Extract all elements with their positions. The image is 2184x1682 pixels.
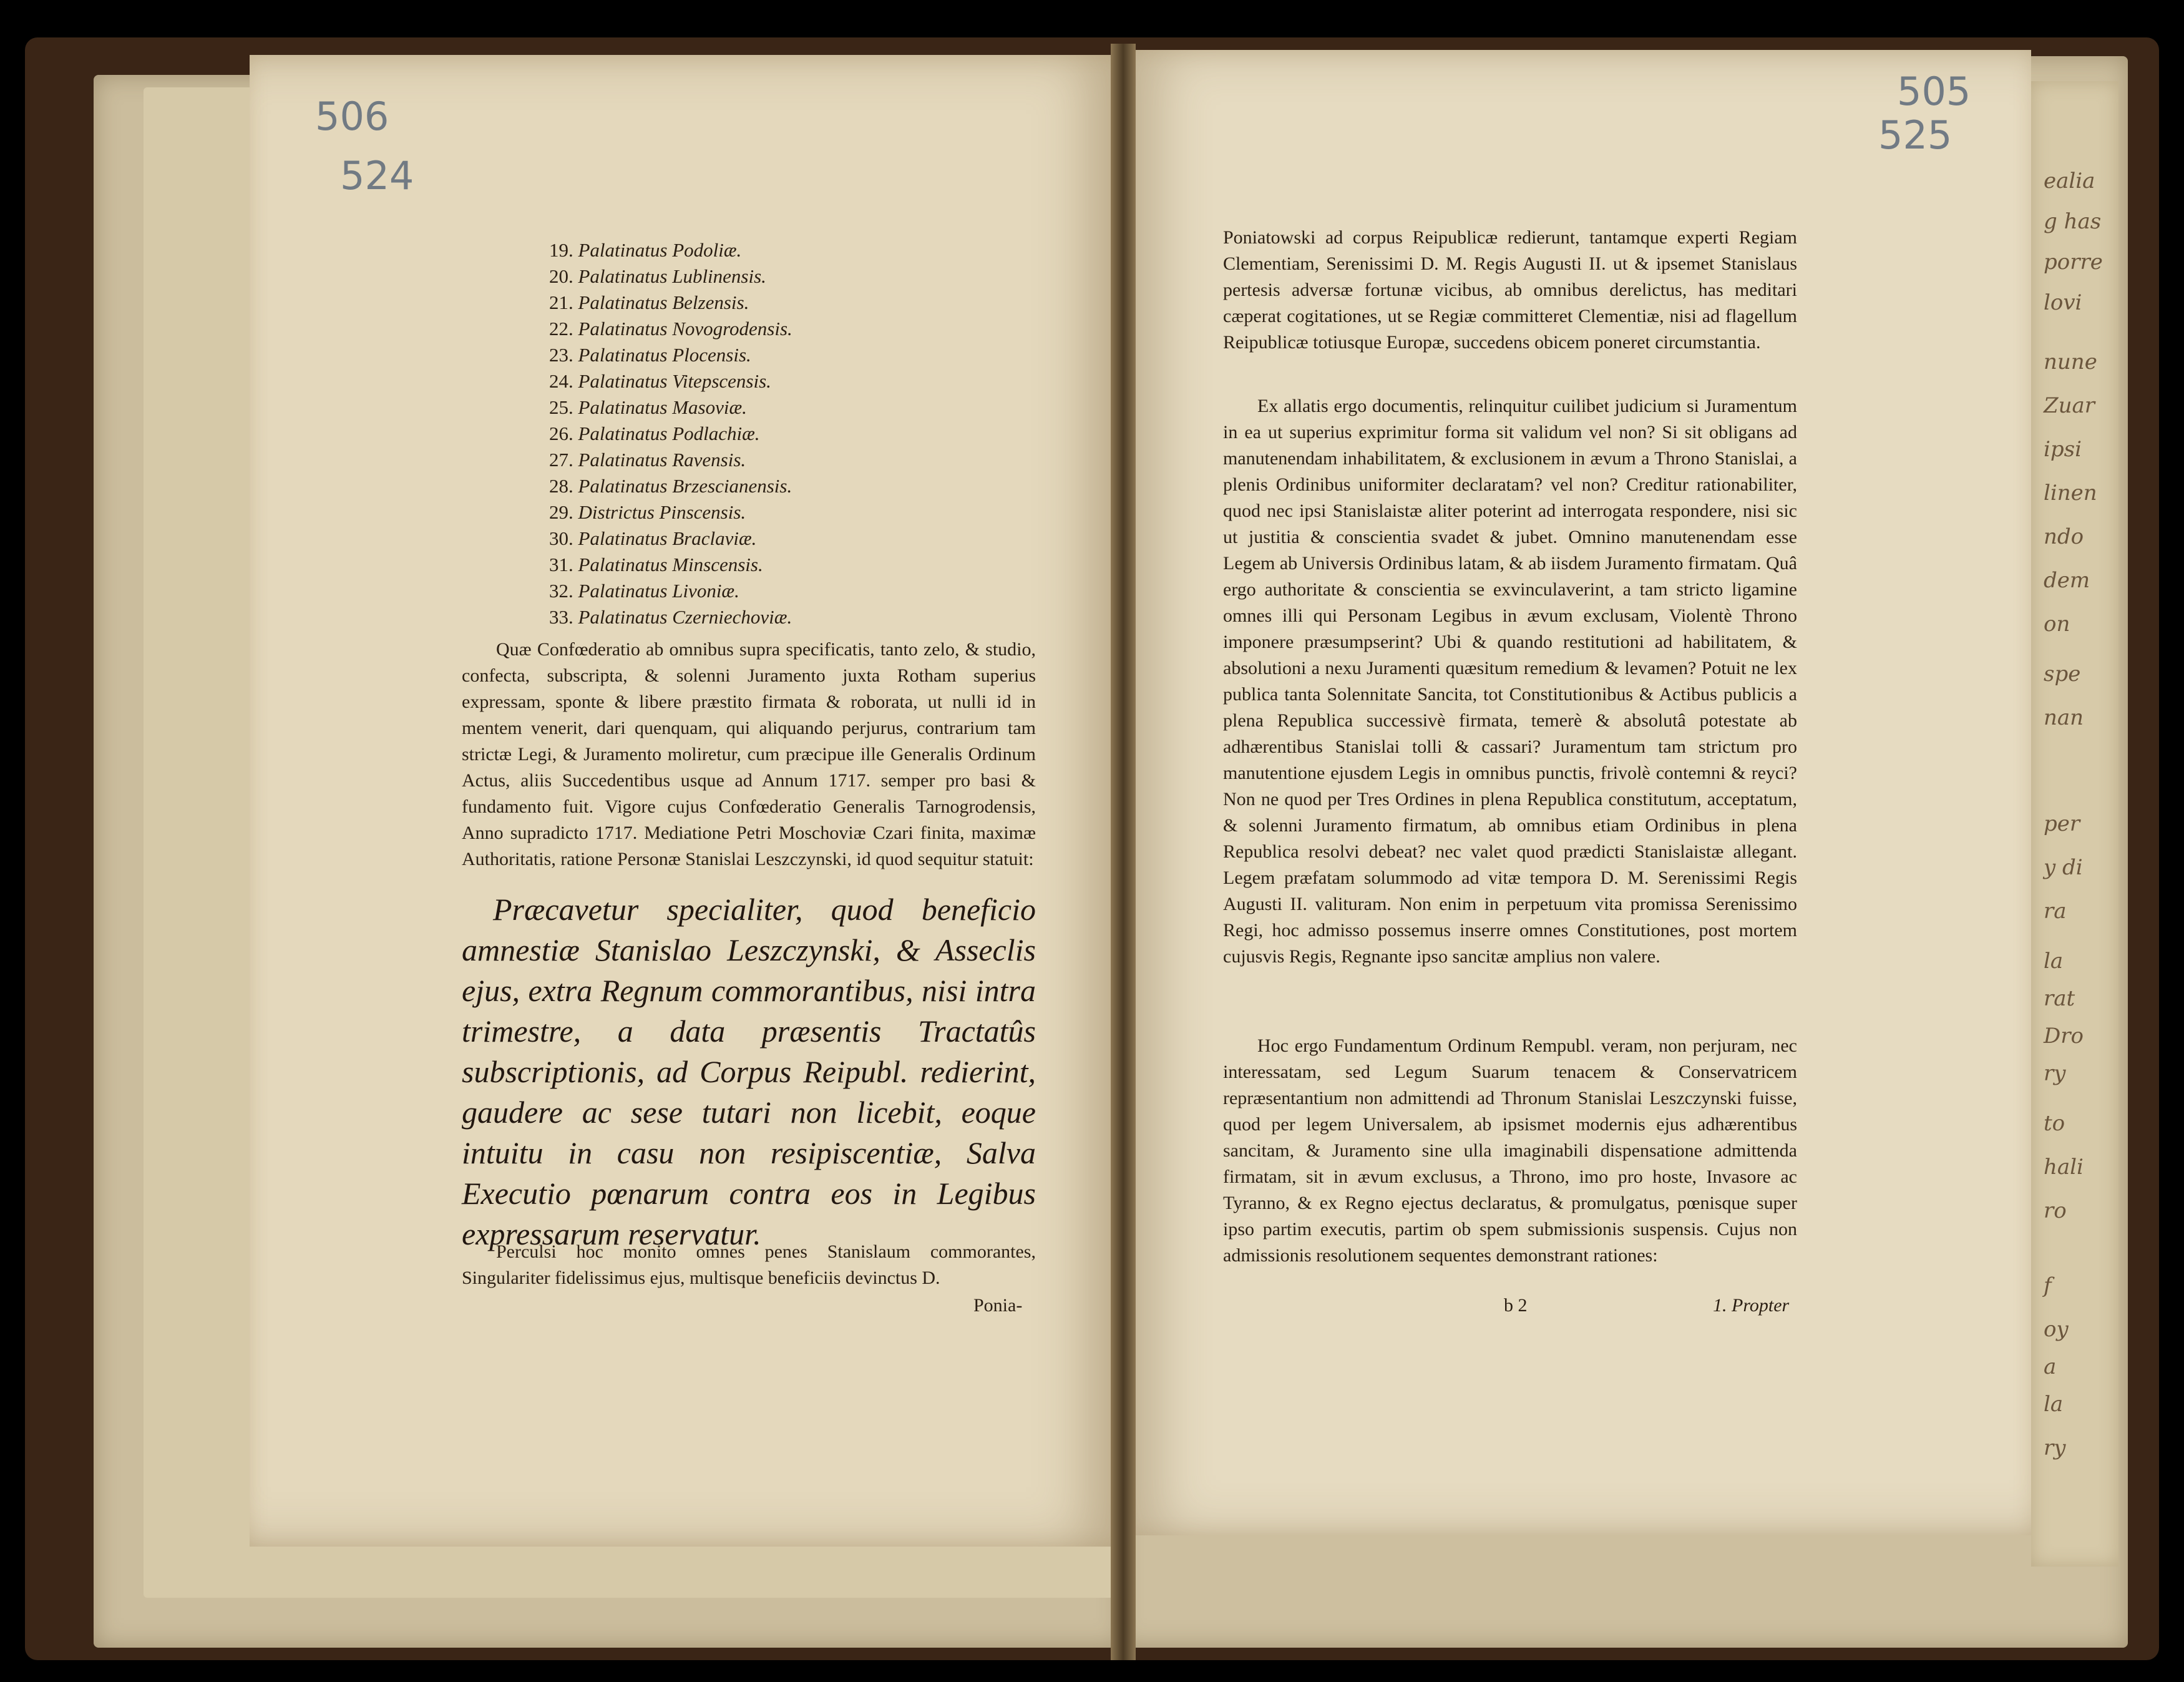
pencil-folio-new-left: 524 bbox=[340, 153, 414, 198]
margin-note: a bbox=[2044, 1354, 2057, 1379]
margin-note: ry bbox=[2044, 1061, 2066, 1086]
margin-note: ndo bbox=[2044, 524, 2084, 549]
list-item: 29. Districtus Pinscensis. bbox=[549, 501, 746, 523]
margin-note: Dro bbox=[2044, 1024, 2084, 1049]
list-item: 26. Palatinatus Podlachiæ. bbox=[549, 423, 760, 444]
list-item: 31. Palatinatus Minscensis. bbox=[549, 554, 763, 575]
margin-note: la bbox=[2044, 949, 2064, 974]
margin-note: hali bbox=[2044, 1155, 2084, 1180]
right-paragraph-poniatowski: Poniatowski ad corpus Reipublicæ redierunt, tantamque experti Regiam Clementiam, Serenissimi D. M. Regis Augusti II. ut & ipsemet Stanislaus pertesis adversæ fortunæ vicibus, ab omnibus derelictus, has meditari cæperat cogitationes, ut se Regiæ committeret Clementiæ, nisi ad flagellum Reipublicæ totiusque Europæ, succedens obicem poneret circumstantia. bbox=[1223, 227, 1797, 353]
left-paragraph-confoederatio: Quæ Confœderatio ab omnibus supra specificatis, tanto zelo, & studio, confecta, subscripta, & solenni Juramento juxta Rotham superius expressam, sponte & libere præstito firmata & roborata, ut nulli id in mentem venerit, dari quenquam, qui aliquando perjurus, contrarium tam strictæ Legi, & Juramento moliretur, cum præcipue ille Generalis Ordinum Actus, aliis Succedentibus usque ad Annum 1717. semper pro basi & fundamento fuit. Vigore cujus Confœderatio Generalis Tarnogrodensis, Anno supradicto 1717. Mediatione Petri Moschoviæ Czari finita, maximæ Authoritatis, ratione Personæ Stanislai Leszczynski, id quod sequitur statuit: bbox=[462, 639, 1036, 869]
margin-note: ealia bbox=[2044, 169, 2095, 193]
left-paragraph-perculsi: Perculsi hoc monito omnes penes Stanislaum commorantes, Singulariter fidelissimus ejus, multisque beneficiis devinctus D. bbox=[462, 1241, 1036, 1288]
margin-note: ry bbox=[2044, 1435, 2066, 1460]
margin-note: dem bbox=[2044, 568, 2090, 593]
right-paragraph-ex-allatis: Ex allatis ergo documentis, relinquitur cuilibet judicium si Juramentum in ea ut superius exprimitur forma sit validum vel non? Si sit obligans ad manutenendam inhabilitatem, & exclusionem in ævum a Throno Stanislai, a plenis Ordinibus uniformiter declaratam? vel non? Creditur rationabiliter, quod nec ipsi Stanislaistæ aliter poterint ad interrogata respondere, nisi sic ut justitia & conscientia svadet & jubet. Omnino manutenendam esse Legem ab Universis Ordinibus latam, & ab iisdem Juramento firmatam. Quâ ergo authoritate & conscientia se exvinculaverint, a tam stricto ligamine omnes illi qui Personam Legibus in ævum exclusam, Violentè Throno imponere præsumpserint? Ubi & quando restitutioni ad habilitatem, & absolutioni a nexu Juramenti quæsitum remedium & levamen? Potuit ne lex publica tanta Solennitate Sancita, tot Constitutionibus & Actibus publicis a plena Republica successivè firmata, temerè & absolutâ potestate ab adhærentibus Stanislai tolli & cassari? Juramentum tam strictum pro manutentione ejusdem Legis in omnibus punctis, frivolè contemni & reyci? Non ne quod per Tres Ordines in plena Republica constitutum, acceptatum, & solenni Juramento firmatum, ab omnibus etiam Ordinibus in plena Republica resolvi debeat? nec valet quod prædicti Stanislaistæ allegant. Legem præfatam solummodo ad vitæ tempora D. M. Serenissimi Regis Augusti II. valituram. Non enim in perpetuum vita promissa Serenissimo Regi, hoc admisso possemus inserre omnes Constitutiones, post mortem cujusvis Regis, Regnante ipso sancitæ amplius non valere. bbox=[1223, 396, 1797, 967]
list-item: 20. Palatinatus Lublinensis. bbox=[549, 265, 766, 287]
margin-note: lovi bbox=[2044, 290, 2082, 315]
pencil-folio-old-left: 506 bbox=[315, 94, 389, 139]
margin-note: on bbox=[2044, 612, 2070, 637]
margin-note: ro bbox=[2044, 1198, 2067, 1223]
margin-note: to bbox=[2044, 1111, 2065, 1136]
margin-note: f bbox=[2044, 1273, 2052, 1298]
margin-note: ra bbox=[2044, 899, 2067, 924]
list-item: 27. Palatinatus Ravensis. bbox=[549, 449, 746, 471]
list-item: 21. Palatinatus Belzensis. bbox=[549, 291, 749, 313]
list-item: 30. Palatinatus Braclaviæ. bbox=[549, 527, 757, 549]
list-item: 32. Palatinatus Livoniæ. bbox=[549, 580, 739, 602]
margin-note: nan bbox=[2044, 705, 2084, 730]
margin-note: linen bbox=[2044, 481, 2097, 506]
margin-note: la bbox=[2044, 1392, 2064, 1417]
right-paragraph-hoc-ergo: Hoc ergo Fundamentum Ordinum Rempubl. veram, non perjuram, nec interessatam, sed Legum Suarum tenacem & Conservatricem repræsentantium non admittendi ad Thronum Stanislai Leszczynski fuisse, quod per legem Universalem, ab ipsismet modernis ejus adhærentibus sancitam, & Juramento sine ulla imaginabili dispensatione admittenda firmatam, sit in ævum exclusus, a Throno, imo pro hoste, Invasore ac Tyranno, & ex Regno ejectus declaratus, & promulgatus, pœnisque super ipso partim executis, partim ob spem submissionis suspensis. Cujus non admissionis resolutionem sequentes demonstrant rationes: bbox=[1223, 1035, 1797, 1266]
margin-note: y di bbox=[2044, 855, 2083, 880]
margin-note: spe bbox=[2044, 662, 2081, 687]
list-item: 24. Palatinatus Vitepscensis. bbox=[549, 370, 771, 392]
list-item: 19. Palatinatus Podoliæ. bbox=[549, 239, 742, 261]
margin-note: Zuar bbox=[2044, 393, 2095, 418]
left-italic-decree: Præcavetur specialiter, quod beneficio amnestiæ Stanislao Leszczynski, & Asseclis ejus, extra Regnum commorantibus, nisi intra trimestre, a data præsentis Tractatûs subscriptionis, ad Corpus Reipubl. redierint, gaudere ac sese tutari non licebit, eoque intuitu in casu non resipiscentiæ, Salva Executio pœnarum contra eos in Legibus expressarum reservatur. bbox=[462, 892, 1036, 1251]
margin-note: ipsi bbox=[2044, 437, 2082, 462]
margin-note: nune bbox=[2044, 350, 2097, 374]
left-catchword: Ponia- bbox=[973, 1295, 1023, 1316]
list-item: 22. Palatinatus Novogrodensis. bbox=[549, 318, 792, 340]
right-signature-mark: b 2 bbox=[1504, 1295, 1528, 1316]
pencil-folio-new-right: 525 bbox=[1878, 112, 1952, 158]
book-gutter bbox=[1111, 44, 1136, 1660]
margin-note: oy bbox=[2044, 1317, 2069, 1342]
margin-note: g has bbox=[2044, 209, 2102, 234]
list-item: 28. Palatinatus Brzescianensis. bbox=[549, 475, 792, 497]
right-catchword: 1. Propter bbox=[1713, 1295, 1790, 1316]
pencil-folio-old-right: 505 bbox=[1897, 69, 1971, 114]
margin-note: porre bbox=[2044, 250, 2103, 275]
list-item: 33. Palatinatus Czerniechoviæ. bbox=[549, 606, 792, 628]
margin-note: per bbox=[2044, 811, 2080, 836]
margin-note: rat bbox=[2044, 986, 2075, 1011]
list-item: 25. Palatinatus Masoviæ. bbox=[549, 396, 747, 418]
list-item: 23. Palatinatus Plocensis. bbox=[549, 344, 751, 366]
